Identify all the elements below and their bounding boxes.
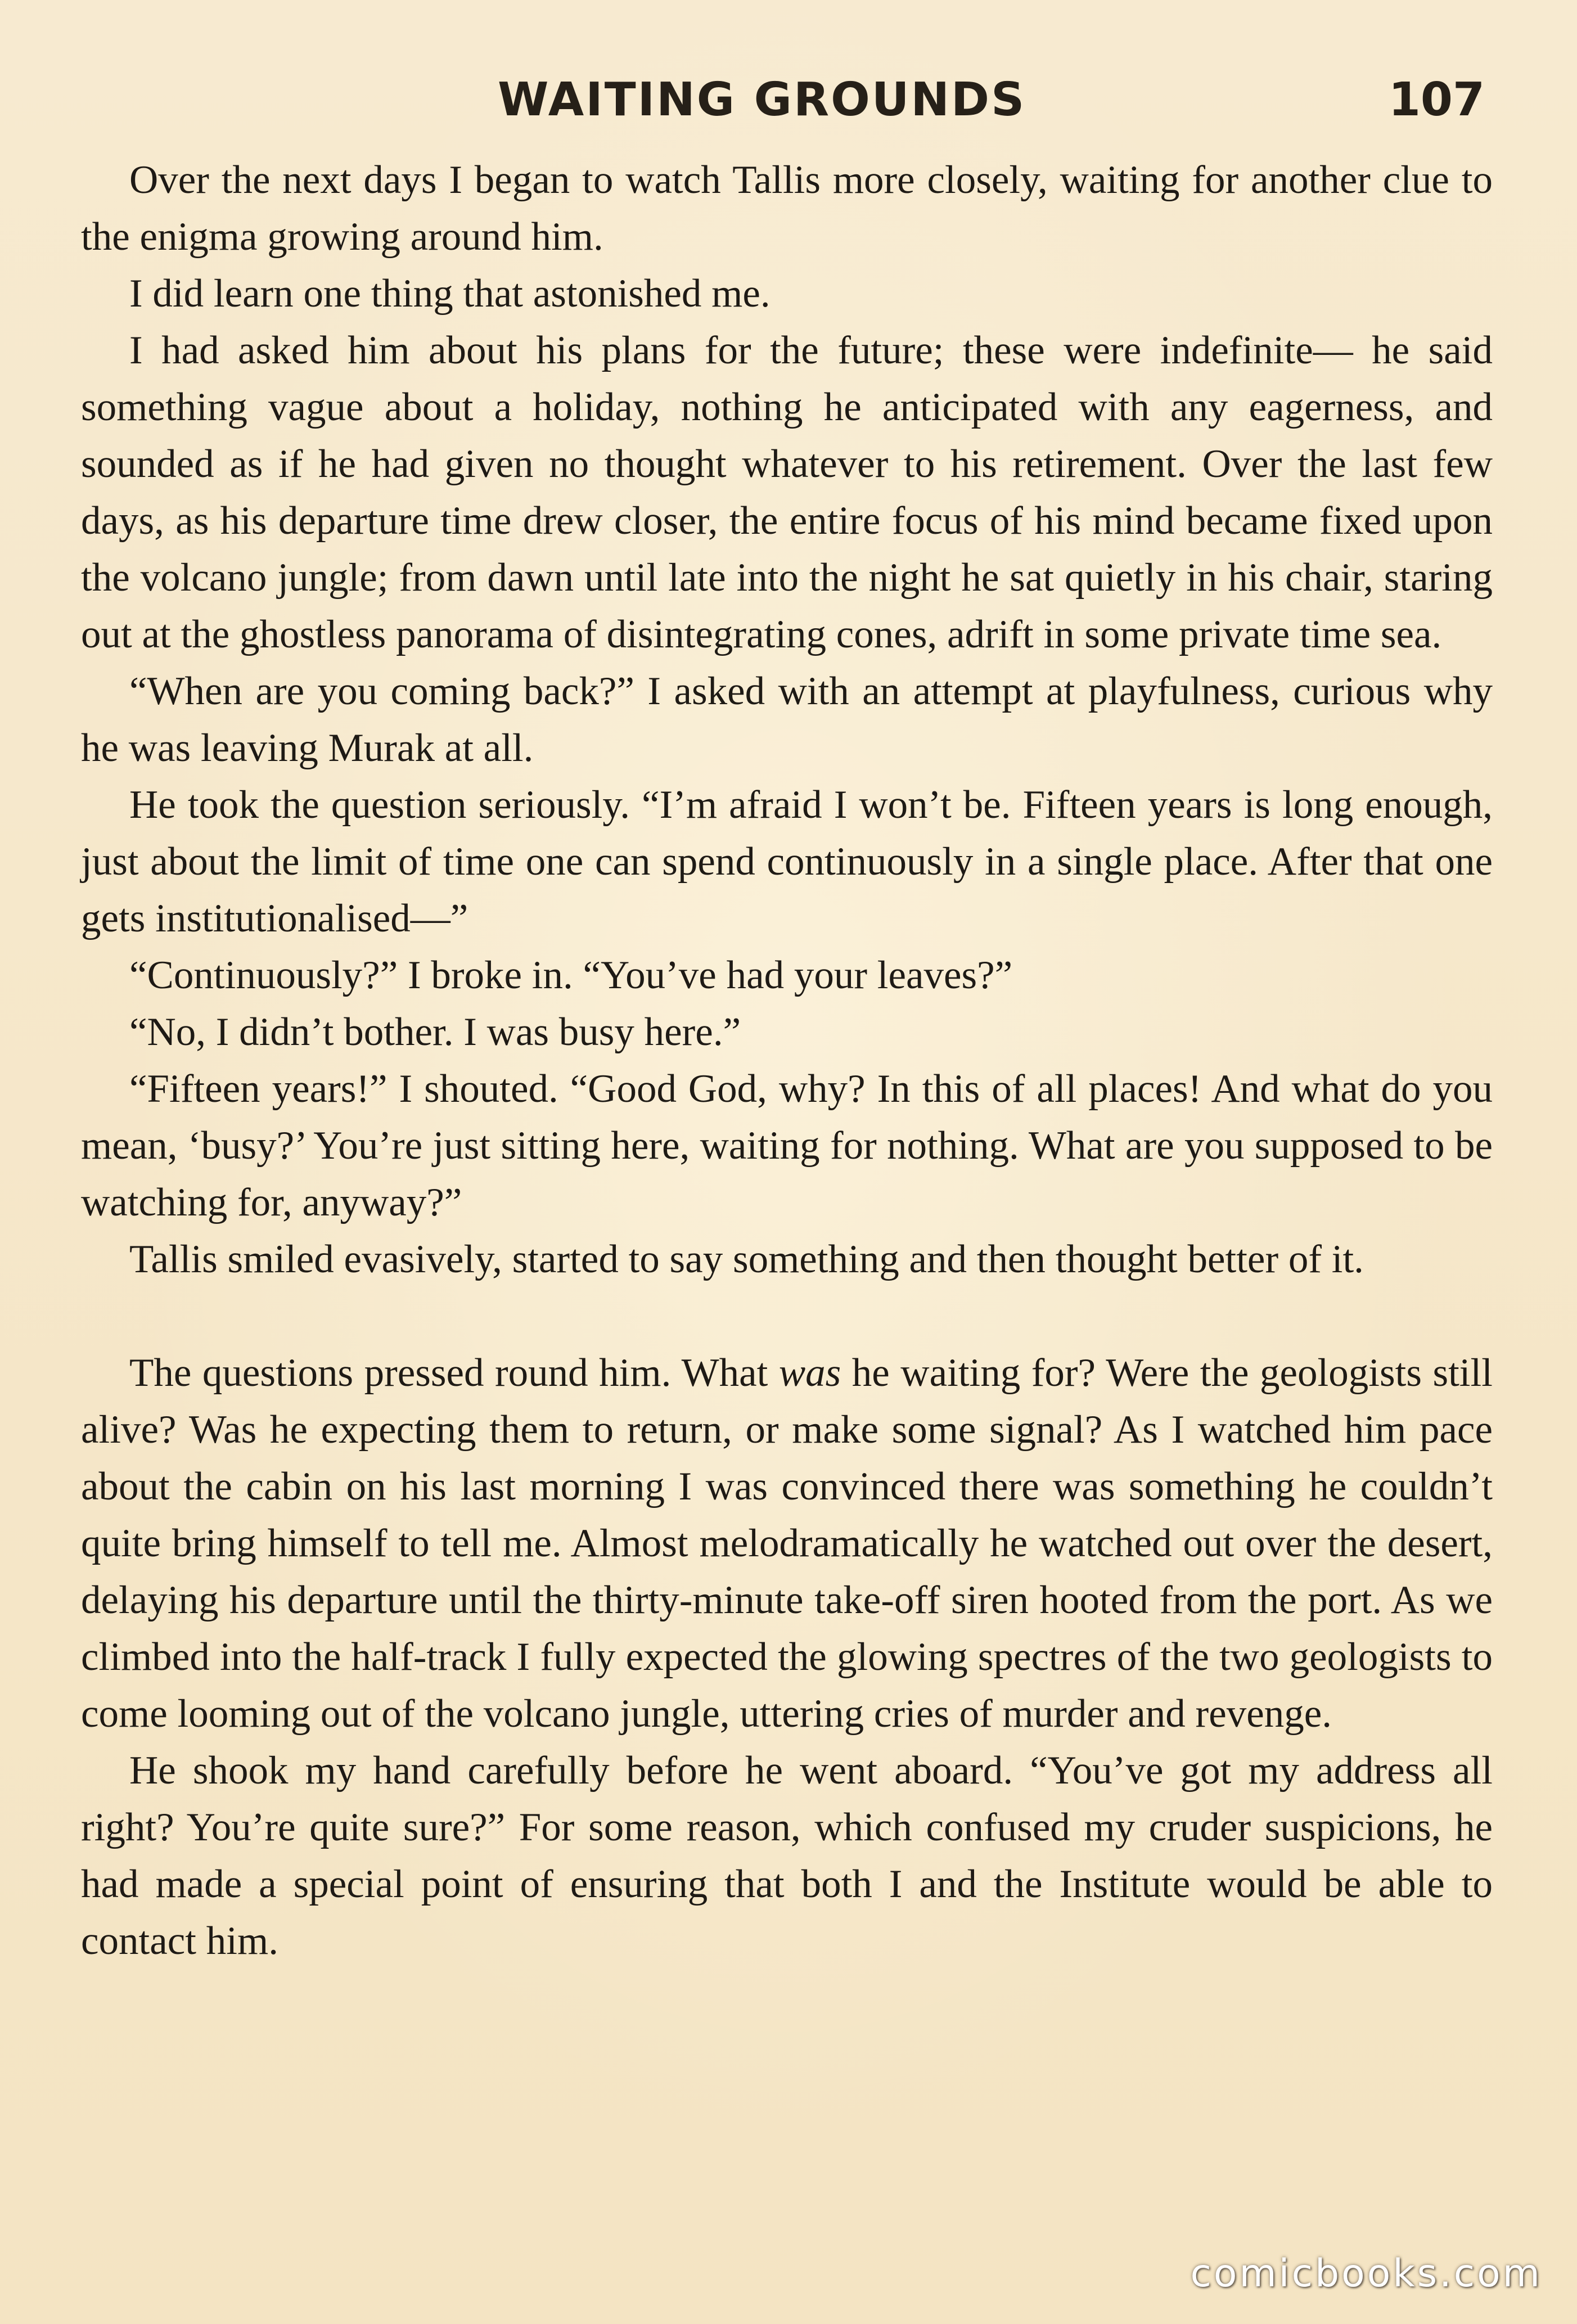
paragraph: “Fifteen years!” I shouted. “Good God, why? In this of all places! And what do you mean, ‘busy?’ You’re just sitting here, waiting for nothing. What are you supposed to be watching for, anyway?” (81, 1067, 1493, 1224)
watermark: comicbooks.com (1190, 2251, 1542, 2296)
section-two-lead: The questions pressed round him. What (129, 1351, 779, 1395)
paragraph: “When are you coming back?” I asked with an attempt at playfulness, curious why he was leaving Murak at all. (81, 669, 1493, 770)
paragraph: He took the question seriously. “I’m afraid I won’t be. Fifteen years is long enough, just about the limit of time one can spend continuously in a single place. After that one gets institutionalised—” (81, 783, 1493, 940)
paragraph: Over the next days I began to watch Tallis more closely, waiting for another clue to the enigma growing around him. (81, 158, 1493, 259)
paragraph: “Continuously?” I broke in. “You’ve had your leaves?” (129, 953, 1013, 997)
running-head: WAITING GROUNDS (498, 73, 1026, 127)
page-number: 107 (1388, 73, 1485, 127)
paragraph: “No, I didn’t bother. I was busy here.” (129, 1010, 741, 1054)
paragraph: I had asked him about his plans for the future; these were indefinite— he said something vague about a holiday, nothing he anticipated with any eagerness, and sounded as if he had given no thought whatever to his retirement. Over the last few days, as his departure time drew closer, the entire focus of his mind became fixed upon the volcano jungle; from dawn until late into the night he sat quietly in his chair, staring out at the ghostless panorama of disintegrating cones, adrift in some private time sea. (81, 328, 1493, 656)
page-header (79, 73, 1485, 135)
paragraph: I did learn one thing that astonished me. (129, 272, 771, 316)
section-two-rest: he waiting for? Were the geologists still alive? Was he expecting them to return, or make some signal? As I watched him pace about the cabin on his last morning I was convinced there was something he couldn’t quite bring himself to tell me. Almost melodramatically he watched out over the desert, delaying his departure until the thirty-minute take-off siren hooted from the port. As we climbed into the half-track I fully expected the glowing spectres of the two geologists to come looming out of the volcano jungle, uttering cries of murder and revenge. (81, 1351, 1493, 1736)
emphasis-word: was (778, 1351, 841, 1395)
paragraph: Tallis smiled evasively, started to say something and then thought better of it. (129, 1237, 1364, 1281)
body-text (81, 152, 1493, 1970)
final-paragraph: He shook my hand carefully before he went aboard. “You’ve got my address all right? You’re quite sure?” For some reason, which confused my cruder suspicions, he had made a special point of ensuring that both I and the Institute would be able to contact him. (81, 1749, 1493, 1963)
section-two-paragraph (81, 1345, 1493, 1742)
